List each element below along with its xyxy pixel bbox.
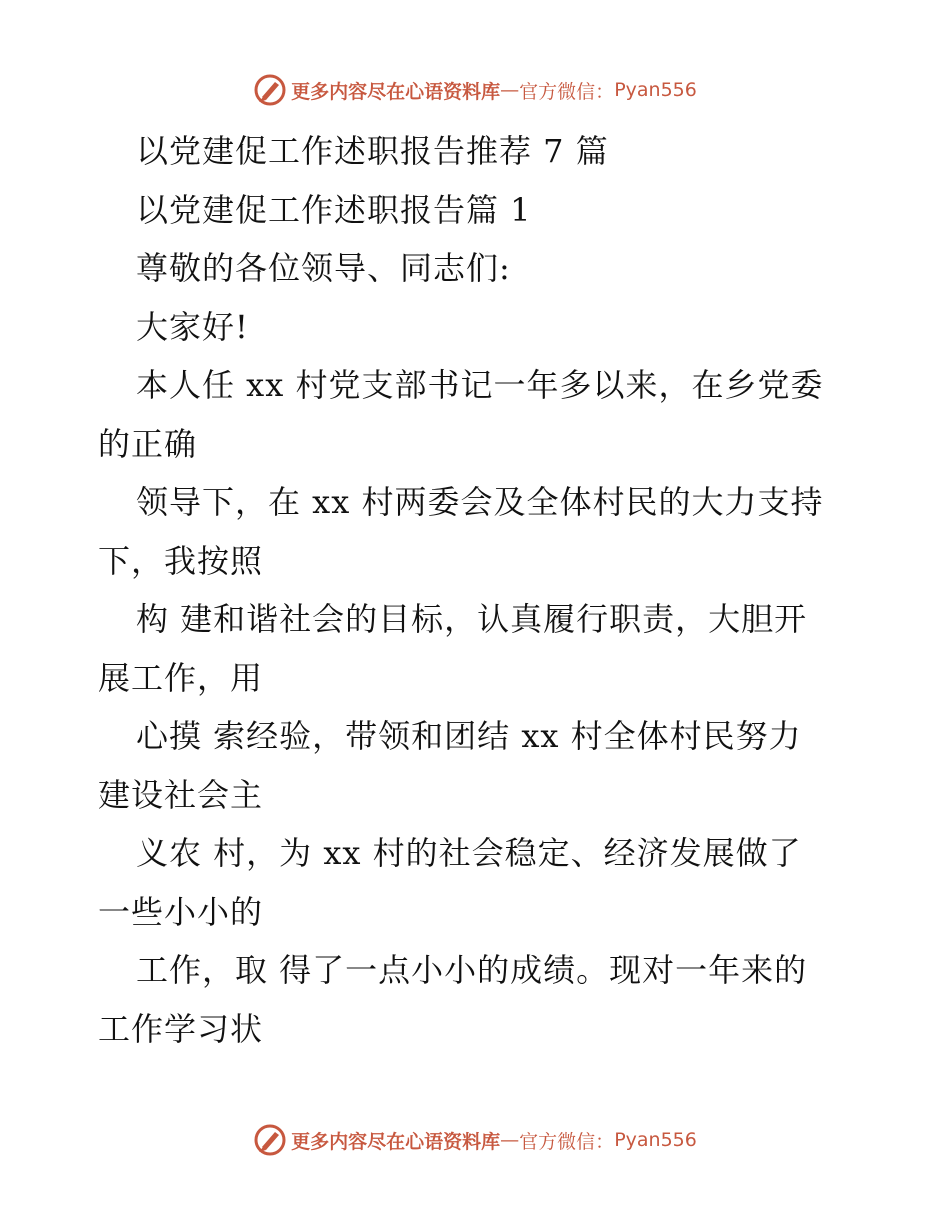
paragraph-line: 构 建和谐社会的目标，认真履行职责，大胆开 bbox=[136, 600, 808, 638]
paragraph-line: 工作学习状 bbox=[98, 1009, 264, 1048]
paragraph-line: 心摸 索经验，带领和团结 xx 村全体村民努力 bbox=[136, 717, 802, 755]
salutation: 尊敬的各位领导、同志们: bbox=[136, 249, 511, 287]
watermark-label: 官方微信： bbox=[519, 1130, 615, 1153]
header-watermark bbox=[0, 70, 950, 110]
watermark-separator: — bbox=[500, 79, 520, 101]
paragraph-line: 义农 村，为 xx 村的社会稳定、经济发展做了 bbox=[136, 834, 802, 872]
paragraph-line: 展工作，用 bbox=[98, 658, 264, 697]
document-title: 以党建促工作述职报告推荐 7 篇 bbox=[136, 132, 609, 170]
greeting: 大家好! bbox=[136, 307, 249, 346]
paragraph-line: 本人任 xx 村党支部书记一年多以来，在乡党委 bbox=[136, 366, 824, 404]
paragraph-line: 的正确 bbox=[98, 424, 198, 463]
watermark-main-text: 更多内容尽在心语资料库 bbox=[291, 80, 501, 103]
watermark-id: Pyan556 bbox=[614, 1129, 697, 1151]
paragraph-line: 工作，取 得了一点小小的成绩。现对一年来的 bbox=[136, 951, 808, 989]
paragraph-line: 一些小小的 bbox=[98, 892, 264, 931]
watermark-main-text: 更多内容尽在心语资料库 bbox=[291, 1130, 501, 1153]
paragraph-line: 下，我按照 bbox=[98, 541, 264, 580]
section-heading: 以党建促工作述职报告篇 1 bbox=[136, 190, 532, 229]
watermark-id: Pyan556 bbox=[614, 79, 697, 101]
watermark-label: 官方微信： bbox=[519, 80, 615, 103]
paragraph-line: 建设社会主 bbox=[98, 775, 264, 814]
footer-watermark bbox=[0, 1120, 950, 1160]
document-body bbox=[98, 122, 858, 1058]
watermark-separator: — bbox=[500, 1129, 520, 1151]
pen-logo-icon bbox=[253, 1123, 287, 1157]
paragraph-line: 领导下，在 xx 村两委会及全体村民的大力支持 bbox=[136, 483, 824, 521]
pen-logo-icon bbox=[253, 73, 287, 107]
